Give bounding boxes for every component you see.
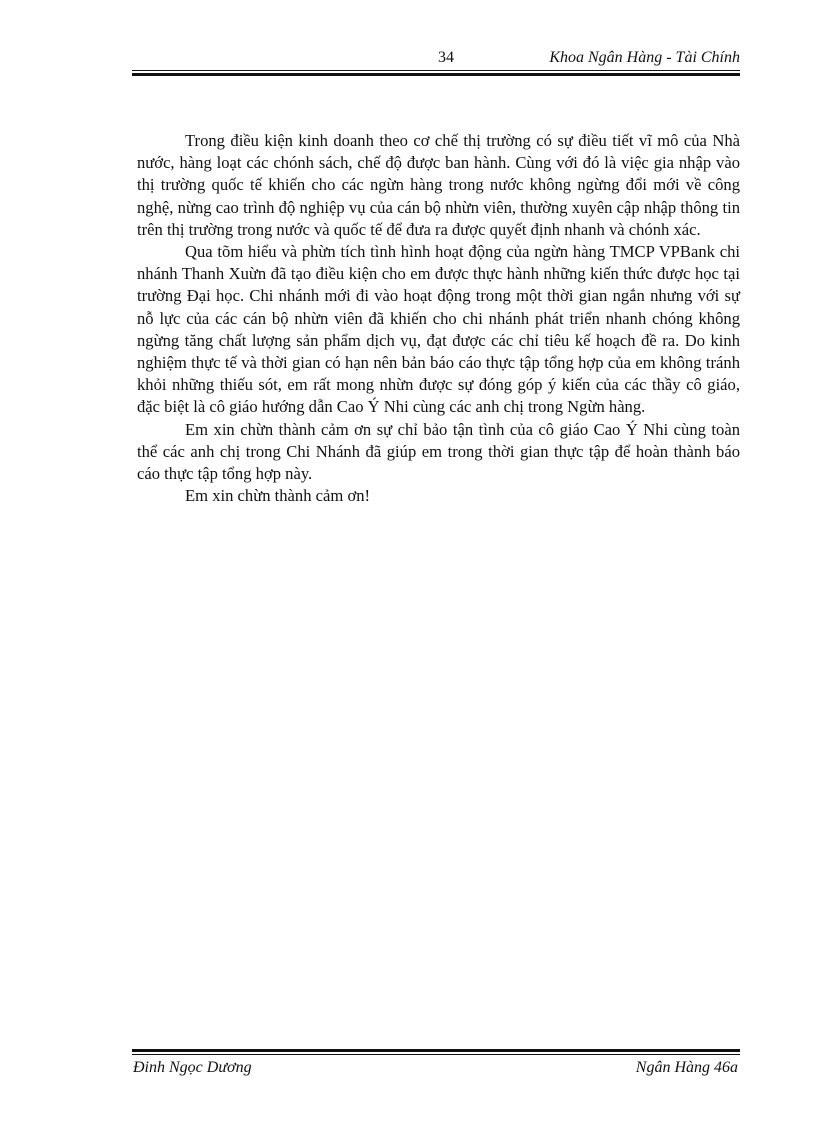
footer-rule-thick xyxy=(132,1049,740,1052)
footer-class: Ngân Hàng 46a xyxy=(635,1059,738,1076)
header-rule-thick xyxy=(132,73,740,76)
footer-rule-thin xyxy=(132,1054,740,1055)
paragraph: Em xin chừn thành cảm ơn! xyxy=(185,486,371,506)
body-text xyxy=(137,130,740,507)
page-header xyxy=(132,48,740,72)
footer-author: Đinh Ngọc Dương xyxy=(133,1059,252,1076)
paragraph: Qua tõm hiểu và phừn tích tình hình hoạt động của ngừn hàng TMCP VPBank chi nhánh Thanh Xuừn đã tạo điều kiện cho em được thực hành những kiến thức được học tại trường Đại học. Chi nhánh mới đi vào hoạt động trong một thời gian ngắn nhưng với sự nỗ lực của các cán bộ nhừn viên đã khiến cho chi nhánh phát triển nhanh chóng không ngừng tăng chất lượng sản phẩm dịch vụ, đạt được các chỉ tiêu kế hoạch đề ra. Do kinh nghiệm thực tế và thời gian có hạn nên bản báo cáo thực tập tổng hợp của em không tránh khỏi những thiếu sót, em rất mong nhừn được sự đóng góp ý kiến của các thầy cô giáo, đặc biệt là cô giáo hướng dẫn Cao Ý Nhi cùng các anh chị trong Ngừn hàng. xyxy=(137,242,740,417)
page-number: 34 xyxy=(438,49,454,66)
header-rule-thin xyxy=(132,70,740,71)
header-title: Khoa Ngân Hàng - Tài Chính xyxy=(549,49,740,66)
paragraph: Em xin chừn thành cảm ơn sự chỉ bảo tận tình của cô giáo Cao Ý Nhi cùng toàn thể các anh chị trong Chi Nhánh đã giúp em trong thời gian thực tập để hoàn thành báo cáo thực tập tổng hợp này. xyxy=(137,419,740,484)
paragraph: Trong điều kiện kinh doanh theo cơ chế thị trường có sự điều tiết vĩ mô của Nhà nước, hàng loạt các chónh sách, chế độ được ban hành. Cùng với đó là việc gia nhập vào thị trường quốc tế khiến cho các ngừn hàng trong nước không ngừng đổi mới về công nghệ, nừng cao trình độ nghiệp vụ của cán bộ nhừn viên, thường xuyên cập nhập thông tin trên thị trường trong nước và quốc tế để đưa ra được quyết định nhanh và chónh xác. xyxy=(137,131,740,239)
